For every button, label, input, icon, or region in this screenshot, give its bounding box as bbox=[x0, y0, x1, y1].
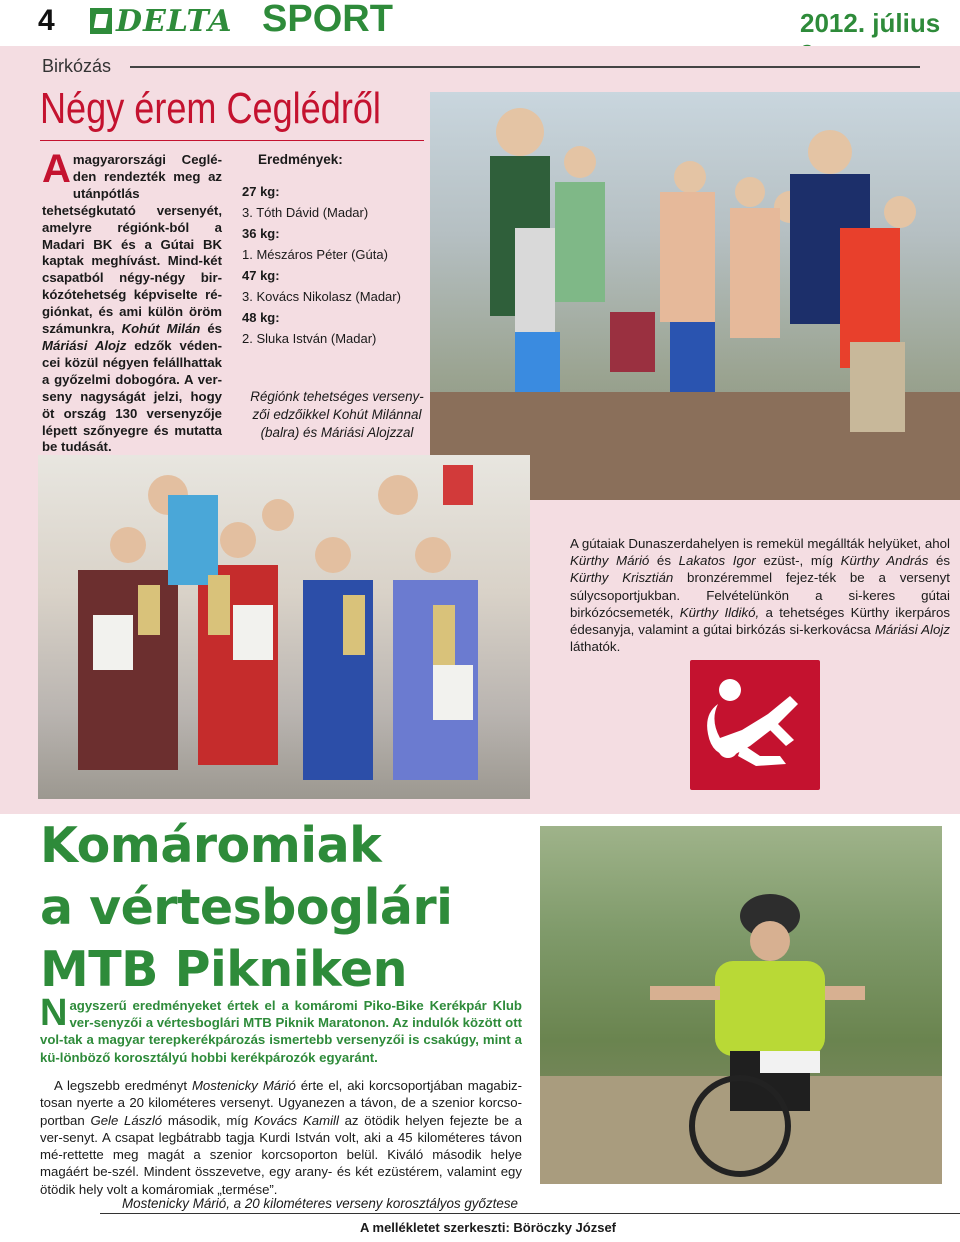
article-lead: A magyarországi Ceglé-den rendezték meg az utánpótlás tehetségkutató versenyét, amelyre régiónk-ból a Madari BK és a Gútai BK kaptak meghívást. Mind-két csapatból négy-négy bir-kózótehetség képviselte ré-giónkat, és ami külön öröm számunkra, Kohút Milán és Máriási Alojz edzők véden-cei közül négyen felállhattak a győzelmi dobogóra. A ver-seny nagyságát jelzi, hogy öt ország 130 versenyzője lépett szőnyegre és mutatta be tudását. bbox=[42, 147, 222, 455]
section-title: SPORT bbox=[262, 0, 393, 40]
footer-rule bbox=[100, 1213, 960, 1214]
result-item bbox=[242, 223, 422, 265]
result-name: 3. Tóth Dávid (Madar) bbox=[242, 205, 369, 220]
editor-credit: A mellékletet szerkeszti: Böröczky József bbox=[360, 1220, 617, 1235]
result-item bbox=[242, 265, 422, 307]
issue-date: 2012. július bbox=[800, 8, 941, 38]
results-box bbox=[242, 152, 422, 349]
photo-caption-team: Régiónk tehetséges verseny-zői edzőikkel Kohút Milánnal (balra) és Máriási Alojzzal bbox=[250, 389, 424, 440]
delta-logo-icon bbox=[90, 8, 112, 34]
cyclist-photo bbox=[540, 826, 942, 1184]
result-item bbox=[242, 181, 422, 223]
article-headline: Négy érem Ceglédről bbox=[40, 84, 381, 133]
drop-cap: N bbox=[40, 992, 68, 1034]
article2-lead: Nagyszerű eredményeket értek el a komáromi Piko-Bike Kerékpár Klub ver-senyzői a vértesboglári MTB Piknik Maratonon. Az indulók között ott vol-tak a magyar terepkerékpározás ismertebb versenyzői is csakúgy, mint a kü-lönböző korosztályú hobbi kerékpározók egyaránt. bbox=[40, 992, 522, 1065]
result-name: 1. Mészáros Péter (Gúta) bbox=[242, 247, 388, 262]
photo-caption-cyclist: Mostenicky Márió, a 20 kilométeres verseny korosztályos győztese bbox=[122, 1196, 518, 1211]
weight-class: 36 kg: bbox=[242, 226, 280, 241]
drop-cap: A bbox=[42, 147, 71, 191]
headline-rule bbox=[40, 140, 424, 141]
delta-logo bbox=[90, 6, 250, 38]
result-item bbox=[242, 307, 422, 349]
photo-caption-gutai: A gútaiak Dunaszerdahelyen is remekül megállták helyüket, ahol Kürthy Márió és Lakatos Igor ezüst-, míg Kürthy András és Kürthy Krisztián bronzéremmel fejez-ték be a versenyt súlycsoportjukban. Felvételünkön a si-keres gútai birkózócsemeték, Kürthy Ildikó, a tehetséges Kürthy ikerpáros édesanyja, valamint a gútai birkózás si-kerkovácsa Máriási Alojz láthatók. bbox=[570, 536, 951, 655]
article2-headline: Komáromiak a vértesboglári MTB Pikniken bbox=[40, 817, 453, 998]
trophies-photo bbox=[38, 455, 530, 799]
kicker: Birkózás bbox=[42, 56, 112, 76]
weight-class: 48 kg: bbox=[242, 310, 280, 325]
logo-text: DELTA bbox=[116, 4, 233, 39]
weight-class: 27 kg: bbox=[242, 184, 280, 199]
results-title: Eredmények: bbox=[258, 152, 343, 167]
wrestling-pictogram-icon bbox=[690, 660, 820, 790]
article2-body: A legszebb eredményt Mostenicky Márió érte el, aki korcsoportjában magabiz-tosan nyerte a 20 kilométeres versenyt. Ugyanezen a távon, de a szenior korcso-portban Gele László második, míg Kovács Kamill az ötödik helyen fejezte be a ver-senyt. A csapat legbátrabb tagja Kurdi István volt, aki a 45 kilométeres távon mé-rettette meg magát a szenior korcsoporton belül. Kiváló második helye magáért be-szél. Mindent összevetve, egy arany- és két ezüstérem, valamint egy ötödik hely volt a komáromiak „termése”. bbox=[40, 1078, 522, 1197]
kicker-rule bbox=[130, 66, 920, 68]
page-number: 4 bbox=[38, 4, 55, 37]
weight-class: 47 kg: bbox=[242, 268, 280, 283]
result-name: 3. Kovács Nikolasz (Madar) bbox=[242, 289, 401, 304]
result-name: 2. Sluka István (Madar) bbox=[242, 331, 377, 346]
team-photo bbox=[430, 92, 960, 500]
